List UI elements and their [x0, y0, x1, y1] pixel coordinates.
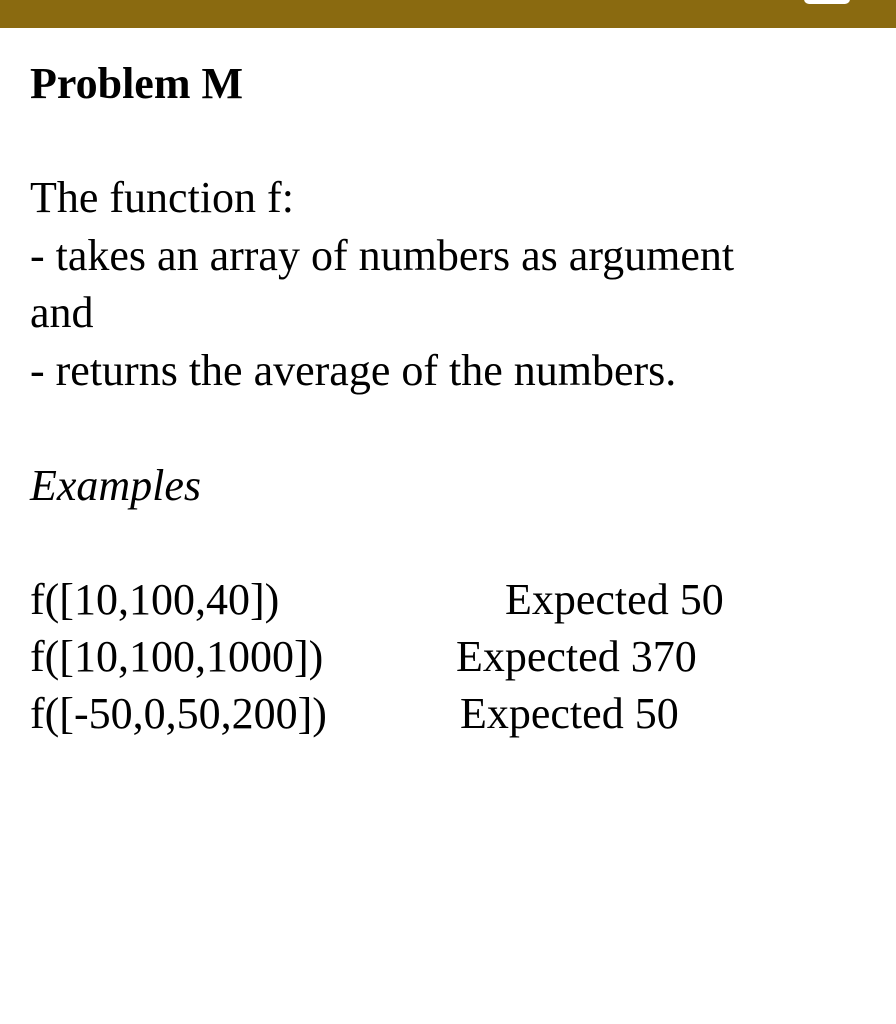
example-expected: Expected 50 — [460, 689, 679, 738]
example-call: f([10,100,40]) — [30, 575, 280, 624]
examples-heading: Examples — [30, 461, 202, 510]
description-line: - takes an array of numbers as argument — [30, 231, 735, 280]
description-line: - returns the average of the numbers. — [30, 346, 677, 395]
example-call: f([10,100,1000]) — [30, 632, 324, 681]
top-bar — [0, 0, 896, 28]
description-line: and — [30, 288, 94, 337]
page-title: Problem M — [30, 59, 244, 108]
example-expected: Expected 50 — [505, 575, 724, 624]
example-expected: Expected 370 — [456, 632, 697, 681]
description-line: The function f: — [30, 173, 294, 222]
example-call: f([-50,0,50,200]) — [30, 689, 327, 738]
corner-tab[interactable] — [804, 0, 850, 4]
